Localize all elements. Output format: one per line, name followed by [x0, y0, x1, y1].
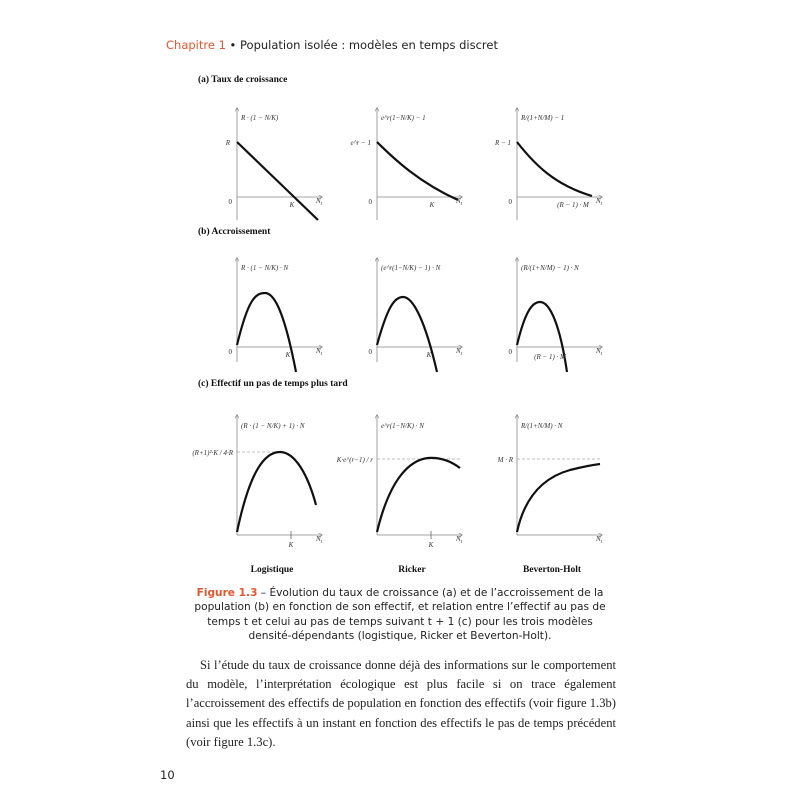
graph-c-beverton-holt — [497, 415, 603, 545]
figure-caption — [186, 586, 614, 643]
origin-label: 0 — [368, 348, 372, 356]
chapter-label: Chapitre 1 — [166, 38, 226, 52]
y-axis-label: R · (1 − N/K) — [241, 114, 279, 122]
body-paragraph: Si l’étude du taux de croissance donne déjà des informations sur le comportement du modèle, l’interprétation écologique est plus facile si on trace également l’accroissement des effectifs de population en fonction des effectifs (voir figure 1.3b) ainsi que les effectifs à un instant en fonction des effectifs le pas de temps précédent (voir figure 1.3c). — [186, 658, 616, 749]
curve — [377, 142, 458, 200]
x-axis-label: $N_t$ — [596, 535, 603, 545]
x-tick-label: K — [426, 351, 432, 359]
x-tick-label: K — [289, 201, 295, 209]
x-axis-label: $N_t$ — [456, 535, 463, 545]
x-tick-label: K — [288, 541, 294, 549]
header-separator: • — [225, 38, 241, 52]
graph-b-beverton-holt — [509, 258, 603, 372]
curve — [237, 452, 316, 532]
y-tick-label: R − 1 — [495, 139, 511, 147]
origin-label: 0 — [228, 348, 232, 356]
curve — [517, 142, 592, 196]
section-c-title: (c) Effectif un pas de temps plus tard — [198, 379, 348, 389]
column-label-ricker: Ricker — [398, 565, 426, 575]
graph-c-ricker — [336, 415, 463, 549]
y-axis-label: R/(1+N/M) − 1 — [521, 114, 565, 122]
y-tick-label: M · R — [497, 456, 513, 464]
origin-label: 0 — [508, 348, 512, 356]
x-axis-label: $N_t$ — [316, 347, 323, 357]
y-axis-label: (R · (1 − N/K) + 1) · N — [241, 422, 305, 430]
y-tick-label: e^r − 1 — [350, 139, 371, 147]
caption-text: – Évolution du taux de croissance (a) et de l’accroissement de la population (b) en fonction de son effectif, et relation entre l’effectif au pas de temps t et celui au pas de temps suivant t + 1 (c) pour les trois modèles densité-dépendants (logistique, Ricker et Beverton-Holt). — [194, 587, 606, 642]
y-tick-label: K·e^(r−1) / r — [336, 456, 373, 464]
y-axis-label: e^r(1−N/K) − 1 — [381, 114, 426, 122]
curve — [517, 302, 567, 372]
x-axis-label: $N_t$ — [456, 347, 463, 357]
graph-a-ricker — [350, 108, 462, 220]
section-b-title: (b) Accroissement — [198, 227, 271, 237]
origin-label: 0 — [228, 198, 232, 206]
y-axis-label: e^r(1−N/K) · N — [381, 422, 424, 430]
column-label-logistique: Logistique — [250, 565, 294, 575]
x-tick-label: (R − 1) · M — [557, 201, 589, 209]
x-tick-label: (R − 1) · M — [534, 353, 566, 361]
column-label-beverton-holt: Beverton-Holt — [522, 565, 582, 575]
x-tick-label: K — [429, 201, 435, 209]
graph-a-logistique — [225, 108, 323, 220]
y-tick-label: (R+1)²·K / 4·R — [192, 449, 233, 457]
chapter-title: Population isolée : modèles en temps discret — [240, 38, 498, 52]
x-axis-label: $N_t$ — [316, 197, 323, 207]
curve — [237, 142, 318, 220]
x-axis-label: $N_t$ — [316, 535, 323, 545]
graph-c-logistique — [192, 415, 322, 549]
y-axis-label: R · (1 − N/K) · N — [241, 264, 289, 272]
x-axis-label: $N_t$ — [456, 197, 463, 207]
curve — [237, 293, 296, 372]
y-axis-label: (R/(1+N/M) − 1) · N — [521, 264, 579, 272]
curve — [377, 297, 437, 372]
graph-a-beverton-holt — [494, 108, 603, 220]
origin-label: 0 — [508, 198, 512, 206]
section-a-title: (a) Taux de croissance — [198, 75, 288, 85]
x-axis-label: $N_t$ — [596, 197, 603, 207]
x-tick-label: K — [285, 351, 291, 359]
y-tick-label: R — [225, 139, 230, 147]
x-tick-label: K — [428, 541, 434, 549]
curve — [377, 458, 460, 532]
curve — [517, 464, 600, 532]
graph-b-logistique — [229, 258, 323, 372]
origin-label: 0 — [368, 198, 372, 206]
y-axis-label: (e^r(1−N/K) − 1) · N — [381, 264, 441, 272]
y-axis-label: R/(1+N/M) · N — [521, 422, 563, 430]
graph-b-ricker — [369, 258, 463, 372]
x-axis-label: $N_t$ — [596, 347, 603, 357]
page-number: 10 — [160, 768, 175, 782]
figure-label: Figure 1.3 — [196, 587, 258, 599]
